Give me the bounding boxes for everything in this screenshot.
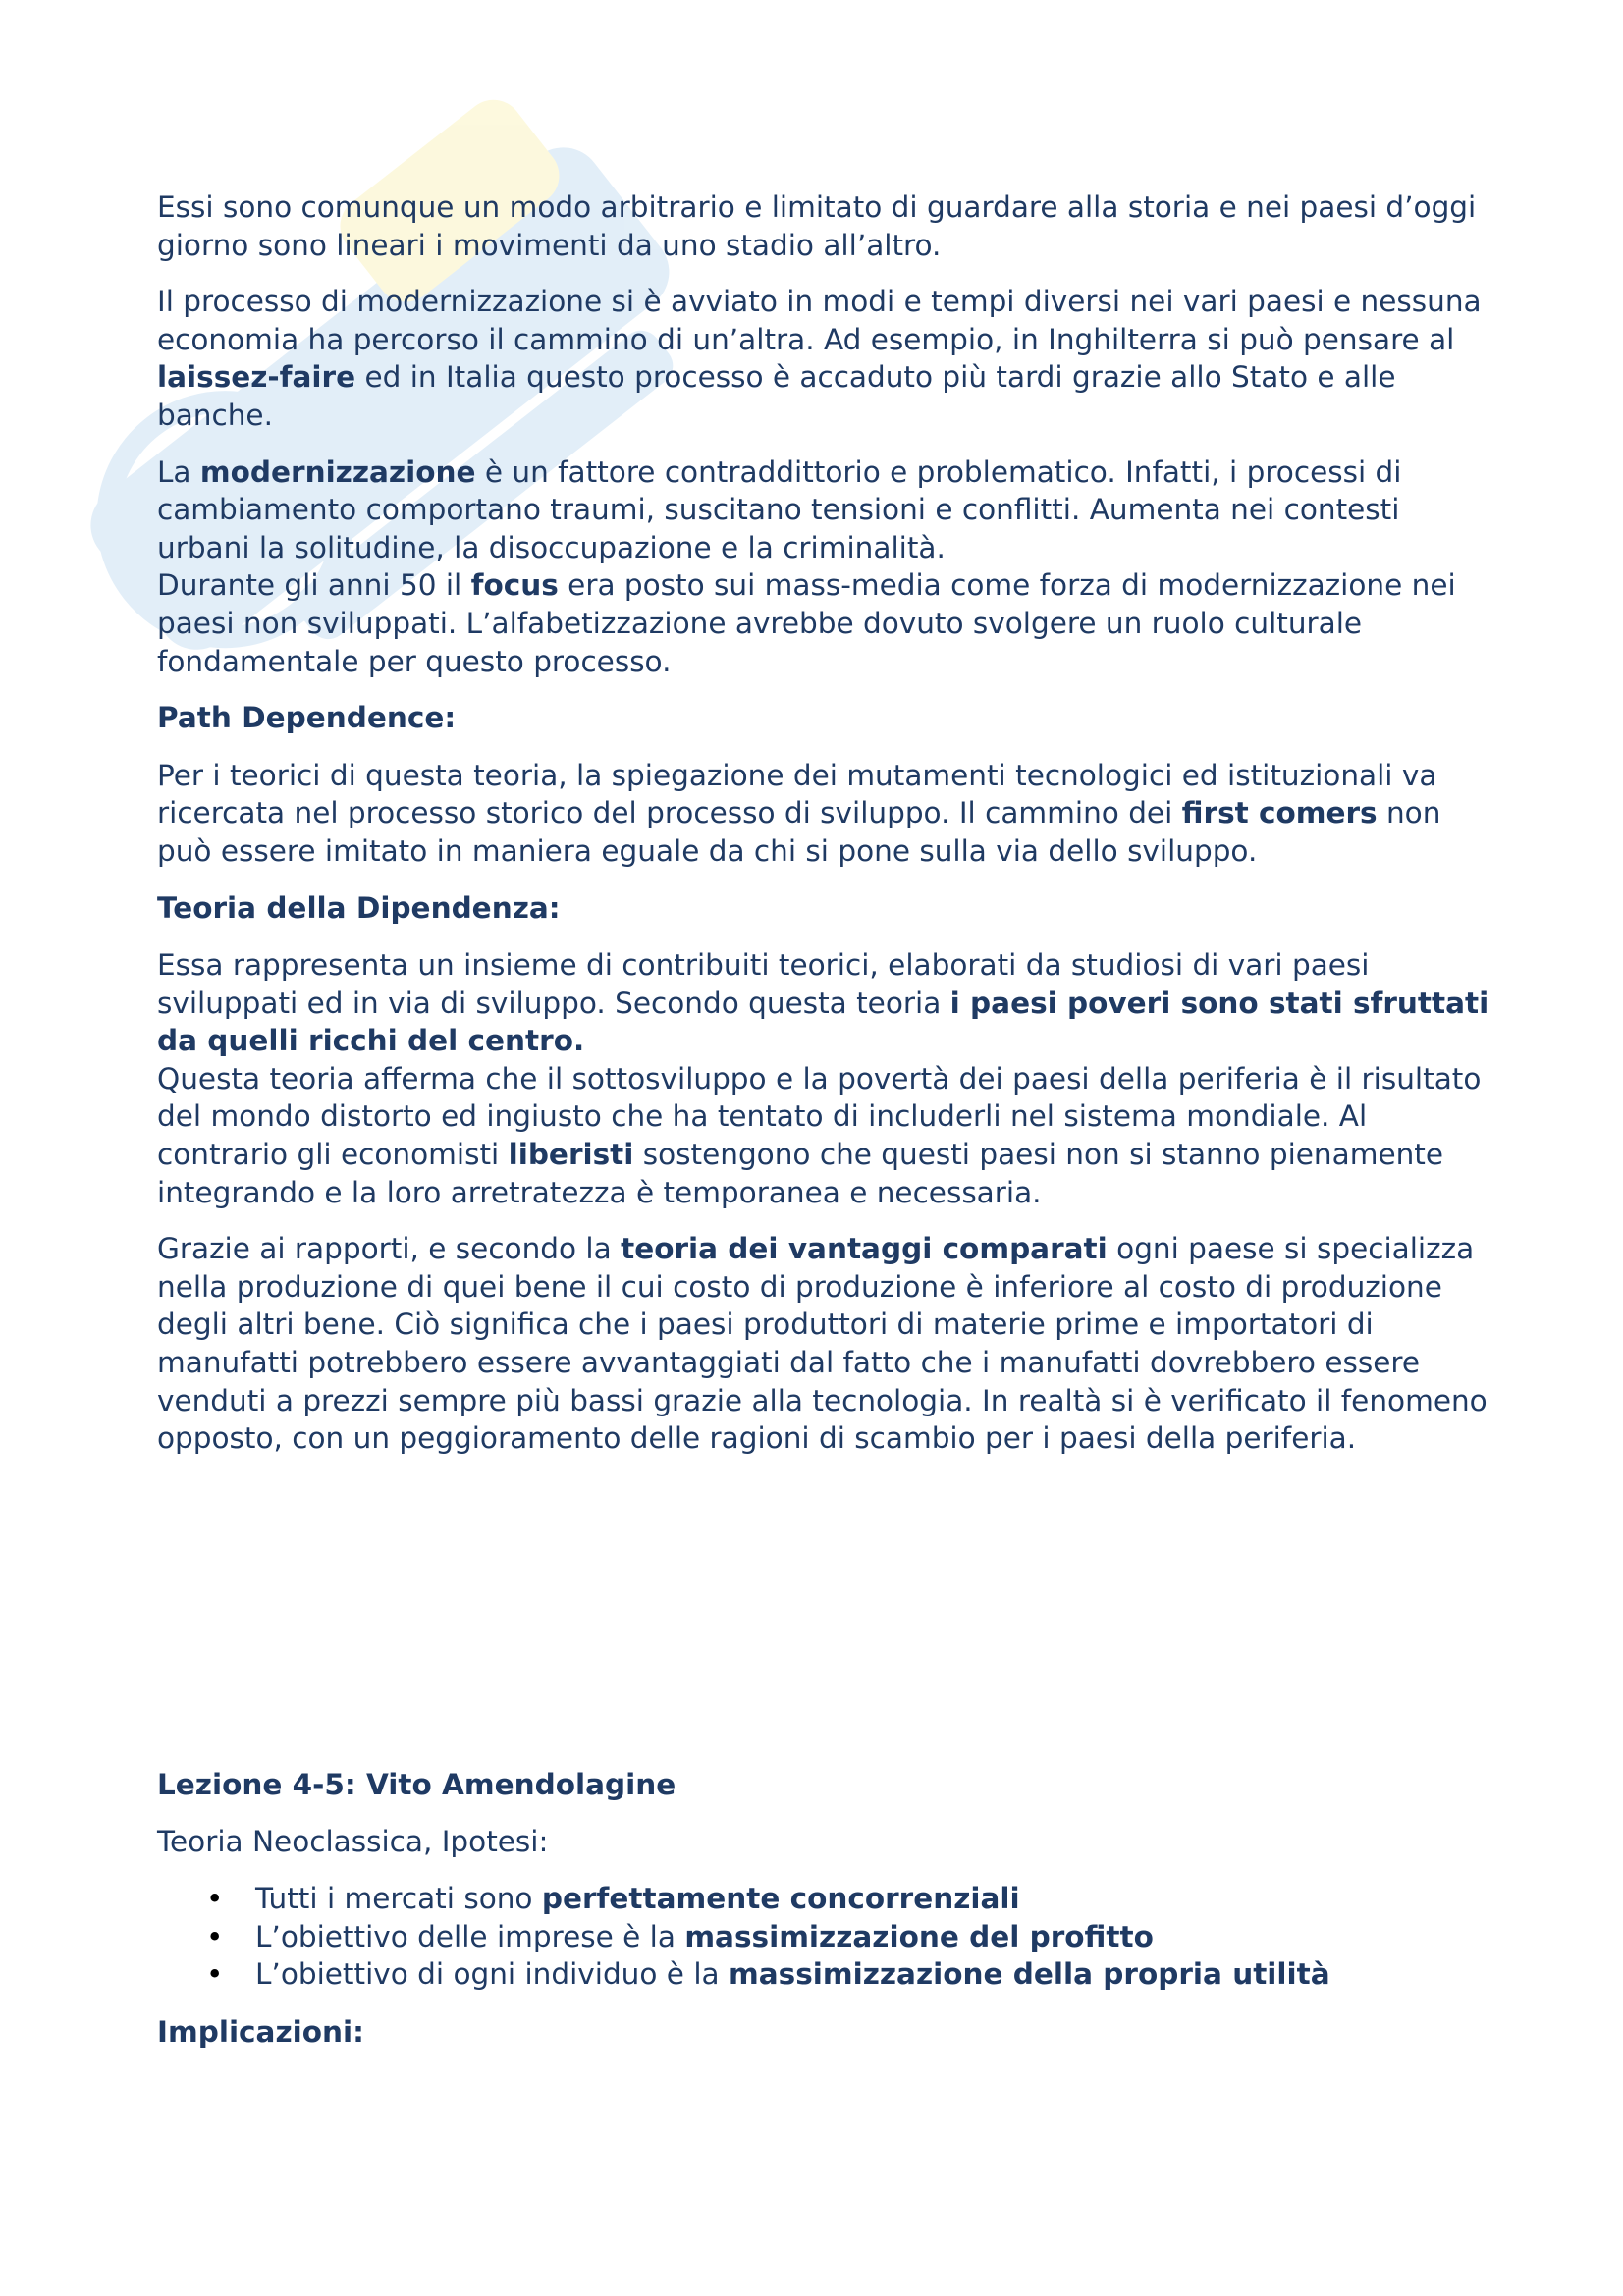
document-page — [157, 188, 1492, 2070]
paragraph-stadi: Essi sono comunque un modo arbitrario e limitato di guardare alla storia e nei paesi d’oggi giorno sono lineari i movimenti da uno stadio all’altro. — [157, 190, 1477, 262]
list-item: • Tutti i mercati sono perfettamente concorrenziali — [255, 1880, 1492, 1918]
bold-liberisti: liberisti — [508, 1138, 634, 1172]
paragraph-anni-50: Durante gli anni 50 il focus era posto sui mass-media come forza di modernizzazione nei paesi non sviluppati. L’alfabetizzazione avrebbe dovuto svolgere un ruolo culturale fondamentale per questo processo. — [157, 568, 1456, 678]
bold-modernizzazione: modernizzazione — [199, 454, 476, 489]
heading-path-dependence: Path Dependence: — [157, 701, 457, 735]
bold-teoria-vantaggi: teoria dei vantaggi comparati — [621, 1232, 1108, 1266]
blank-space — [157, 1476, 1492, 1766]
paragraph-processo-modernizzazione: Il processo di modernizzazione si è avviato in modi e tempi diversi nei vari paesi e nessuna economia ha percorso il cammino di un’altra. Ad esempio, in Inghilterra si può pensare al laissez-faire ed in Italia questo processo è accaduto più tardi grazie allo Stato e alle banche. — [157, 285, 1482, 432]
paragraph-vantaggi-comparati: Grazie ai rapporti, e secondo la teoria dei vantaggi comparati ogni paese si specializza nella produzione di quei bene il cui costo di produzione è inferiore al costo di produzione degli altri bene. Ciò significa che i paesi produttori di materie prime e importatori di manufatti potrebbero essere avvantaggiati dal fatto che i manufatti dovrebbero essere venduti a prezzi sempre più bassi grazie alla tecnologia. In realtà si è verificato il fenomeno opposto, con un peggioramento delle ragioni di scambio per i paesi della periferia. — [157, 1232, 1488, 1456]
heading-lezione: Lezione 4-5: Vito Amendolagine — [157, 1767, 676, 1801]
bold-paesi-poveri: i paesi poveri sono stati sfruttati da quelli ricchi del centro. — [157, 986, 1489, 1058]
heading-teoria-dipendenza: Teoria della Dipendenza: — [157, 890, 561, 925]
bullet-icon: • — [206, 1919, 224, 1953]
paragraph-sottosviluppo: Questa teoria afferma che il sottosviluppo e la povertà dei paesi della periferia è il risultato del mondo distorto ed ingiusto che ha tentato di includerli nel sistema mondiale. Al contrario gli economisti liberisti sostengono che questi paesi non si stanno pienamente integrando e la loro arretratezza è temporanea e necessaria. — [157, 1061, 1482, 1209]
hypotheses-list — [157, 1880, 1492, 1994]
paragraph-dipendenza-intro: Essa rappresenta un insieme di contribuiti teorici, elaborati da studiosi di vari paesi sviluppati ed in via di sviluppo. Secondo questa teoria i paesi poveri sono stati sfruttati da quelli ricchi del centro. — [157, 948, 1489, 1058]
list-item: • L’obiettivo di ogni individuo è la massimizzazione della propria utilità — [255, 1955, 1492, 1994]
bold-laissez-faire: laissez-faire — [157, 360, 356, 395]
paragraph-path-dependence: Per i teorici di questa teoria, la spiegazione dei mutamenti tecnologici ed istituzionali va ricercata nel processo storico del processo di sviluppo. Il cammino dei first comers non può essere imitato in maniera eguale da chi si pone sulla via dello sviluppo. — [157, 758, 1441, 868]
paragraph-modernizzazione: La modernizzazione è un fattore contraddittorio e problematico. Infatti, i processi di cambiamento comportano traumi, suscitano tensioni e conflitti. Aumenta nei contesti urbani la solitudine, la disoccupazione e la criminalità. — [157, 454, 1402, 564]
bullet-icon: • — [206, 1882, 224, 1915]
paragraph-teoria-neoclassica: Teoria Neoclassica, Ipotesi: — [157, 1825, 549, 1859]
bold-first-comers: first comers — [1181, 796, 1378, 830]
bold-focus: focus — [470, 568, 559, 603]
list-item: • L’obiettivo delle imprese è la massimizzazione del profitto — [255, 1918, 1492, 1956]
heading-implicazioni: Implicazioni: — [157, 2014, 364, 2049]
bullet-icon: • — [206, 1957, 224, 1992]
